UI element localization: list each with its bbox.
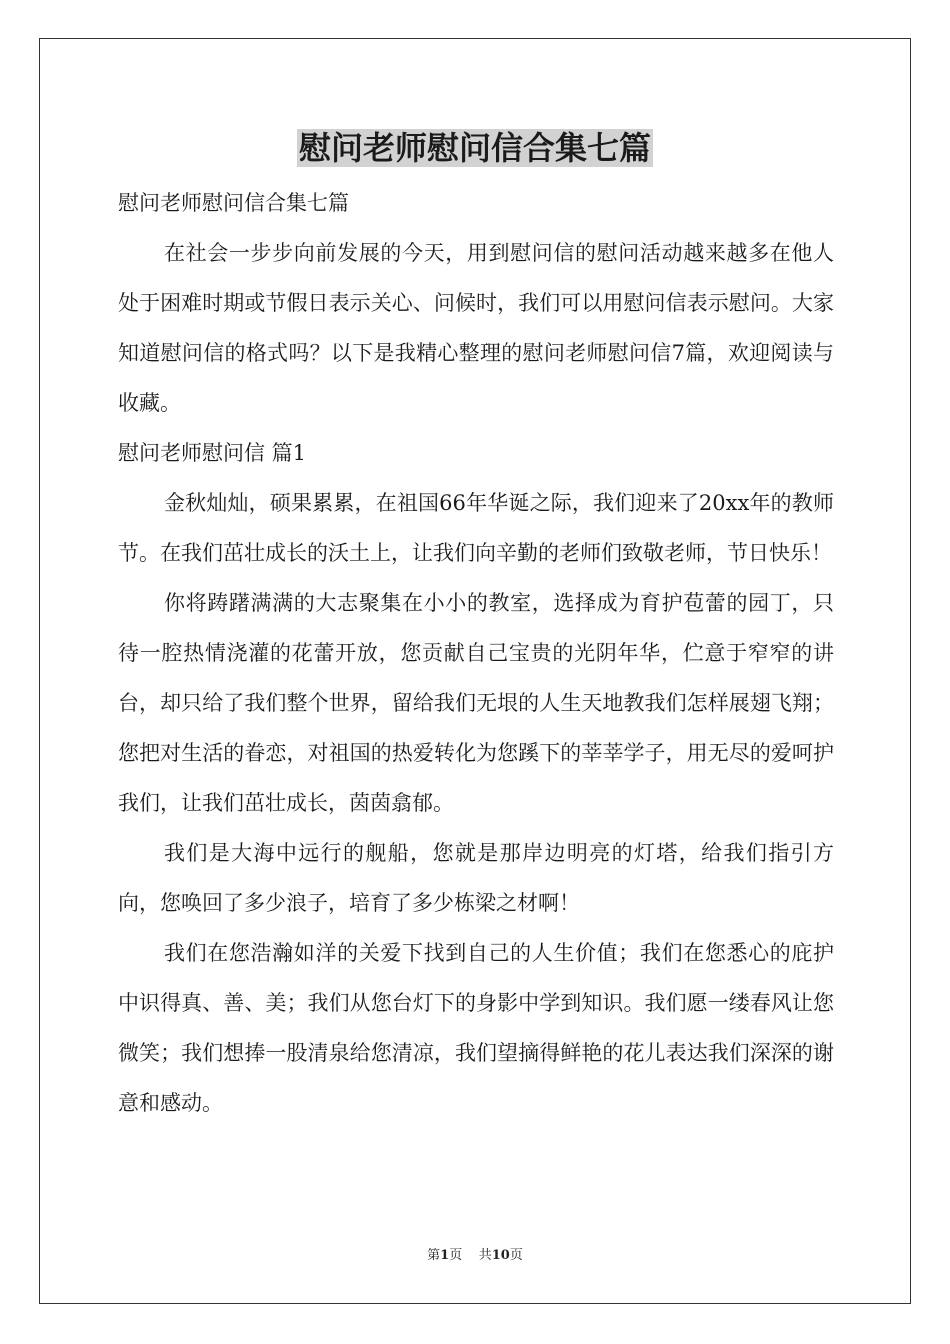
body-paragraph-3: 我们是大海中远行的舰船，您就是那岸边明亮的灯塔，给我们指引方向，您唤回了多少浪子，培育了多少栋梁之材啊！ bbox=[118, 841, 834, 915]
document-title-text: 慰问老师慰问信合集七篇 bbox=[298, 129, 651, 167]
body-paragraph-4: 我们在您浩瀚如洋的关爱下找到自己的人生价值；我们在您悉心的庇护中识得真、善、美；我们从您台灯下的身影中学到知识。我们愿一缕春风让您微笑；我们想捧一股清泉给您清凉，我们望摘得鲜艳的花儿表达我们深深的谢意和感动。 bbox=[118, 941, 834, 1115]
document-subtitle: 慰问老师慰问信合集七篇 bbox=[118, 191, 349, 215]
section-heading: 慰问老师慰问信 篇1 bbox=[118, 441, 307, 465]
page-footer bbox=[0, 1246, 950, 1266]
page-current: 1 bbox=[440, 1248, 450, 1263]
page-total: 10 bbox=[491, 1248, 510, 1263]
body-paragraph-1: 金秋灿灿，硕果累累，在祖国66年华诞之际，我们迎来了20xx年的教师节。在我们茁壮成长的沃土上，让我们向辛勤的老师们致敬老师，节日快乐！ bbox=[118, 491, 834, 565]
document-title bbox=[0, 126, 950, 170]
body-paragraph-2: 你将踌躇满满的大志聚集在小小的教室，选择成为育护苞蕾的园丁，只待一腔热情浇灌的花蕾开放，您贡献自己宝贵的光阴年华，伫意于窄窄的讲台，却只给了我们整个世界，留给我们无垠的人生天地教我们怎样展翅飞翔；您把对生活的眷恋，对祖国的热爱转化为您蹊下的莘莘学子，用无尽的爱呵护我们，让我们茁壮成长，茵茵翕郁。 bbox=[118, 591, 834, 815]
total-label: 页 bbox=[509, 1248, 523, 1263]
page-label: 页 bbox=[449, 1248, 463, 1263]
document-body bbox=[118, 178, 834, 1128]
total-prefix: 共 bbox=[478, 1248, 492, 1263]
intro-paragraph: 在社会一步步向前发展的今天，用到慰问信的慰问活动越来越多在他人处于困难时期或节假日表示关心、问候时，我们可以用慰问信表示慰问。大家知道慰问信的格式吗？以下是我精心整理的慰问老师慰问信7篇，欢迎阅读与收藏。 bbox=[118, 241, 834, 415]
page-prefix: 第 bbox=[427, 1248, 441, 1263]
